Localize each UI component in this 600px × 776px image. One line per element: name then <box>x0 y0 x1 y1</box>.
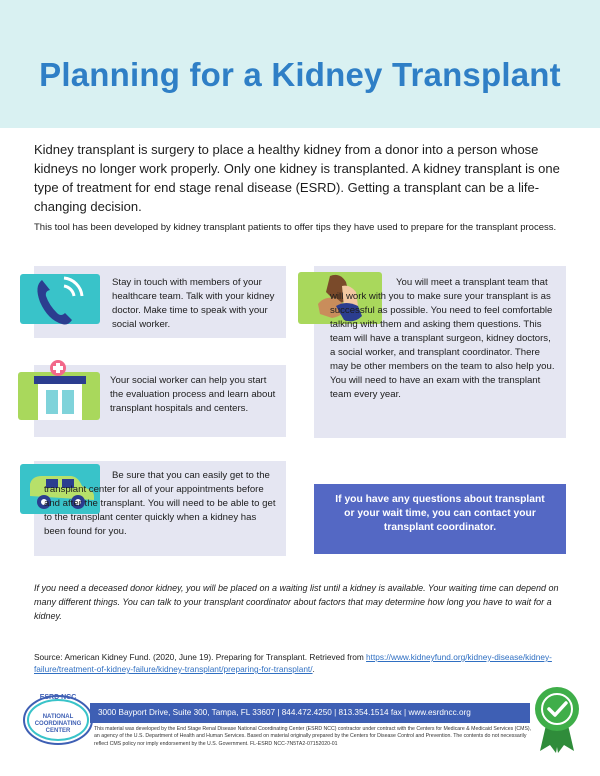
phone-icon <box>18 268 104 334</box>
footer-disclaimer: This material was developed by the End Stage Renal Disease National Coordinating Center (ESRD NCC) contractor under contract with the Centers for Medicare & Medicaid Services (CMS), an agency of the U.S. Department of Health and Human Services. Based on material originally prepared by the Centers for Disease Control and Prevention. The contents do not necessarily reflect CMS policy nor imply endorsement by the U.S. Government. FL-ESRD NCC-7N5TA2-07152020-01 <box>94 726 532 747</box>
footer-contact-bar: 3000 Bayport Drive, Suite 300, Tampa, FL 33607 | 844.472.4250 | 813.354.1514 fax | www.esrdncc.org <box>90 703 530 723</box>
source-prefix: Source: American Kidney Fund. (2020, June 19). Preparing for Transplant. Retrieved from <box>34 652 367 662</box>
logo-line-2: COORDINATING <box>34 721 82 727</box>
tip-text-stay-in-touch: Stay in touch with members of your healthcare team. Talk with your kidney doctor. Make time to speak with your social worker. <box>112 277 275 330</box>
intro-paragraph: Kidney transplant is surgery to place a healthy kidney from a donor into a person whose kidneys no longer work properly. Only one kidney is transplanted. A kidney transplant is one type of treatment for end stage renal disease (ESRD). Getting a transplant can be a life-changing decision. <box>34 142 560 214</box>
page-title: Planning for a Kidney Transplant <box>39 56 561 93</box>
deceased-donor-note: If you need a deceased donor kidney, you will be placed on a waiting list until a kidney is available. Your waiting time can depend on many different things. You can talk to your transplant coordinator about factors that may determine how long you have to wait for a kidney. <box>34 583 559 621</box>
logo-line-3: CENTER <box>45 728 71 734</box>
source-link[interactable]: https://www.kidneyfund.org/kidney-disease/kidney-failure/treatment-of-kidney-failure/kidney-transplant/preparing-for-transplant/ <box>34 652 552 674</box>
logo-line-1: NATIONAL <box>42 714 74 720</box>
source-citation <box>34 651 574 675</box>
tip-text-transportation: Be sure that you can easily get to the transplant center for all of your appointments before and after the transplant. You will need to be able to get to the transplant center quickly when a kidney has been found for you. <box>44 470 276 537</box>
hospital-icon <box>16 358 102 430</box>
tip-text-transplant-team: You will meet a transplant team that will work with you to make sure your transplant is as successful as possible. You need to feel comfortable talking with them and asking them questions. This team will have a transplant surgeon, kidney doctors, a social worker, and transplant coordinator. There may be other members on the team to also help you. You will need to have an exam with the transplant team every year. <box>330 277 555 400</box>
source-suffix: . <box>312 664 315 674</box>
tip-text-social-worker: Your social worker can help you start the evaluation process and learn about transplant hospitals and centers. <box>110 375 276 414</box>
checkmark-badge-icon <box>532 685 582 753</box>
tool-note: This tool has been developed by kidney transplant patients to offer tips they have used to prepare for the transplant process. <box>34 222 557 233</box>
esrd-ncc-logo <box>22 690 94 746</box>
questions-callout: If you have any questions about transplant or your wait time, you can contact your transplant coordinator. <box>314 484 566 554</box>
logo-top-text: ESRD NCC <box>39 694 77 701</box>
